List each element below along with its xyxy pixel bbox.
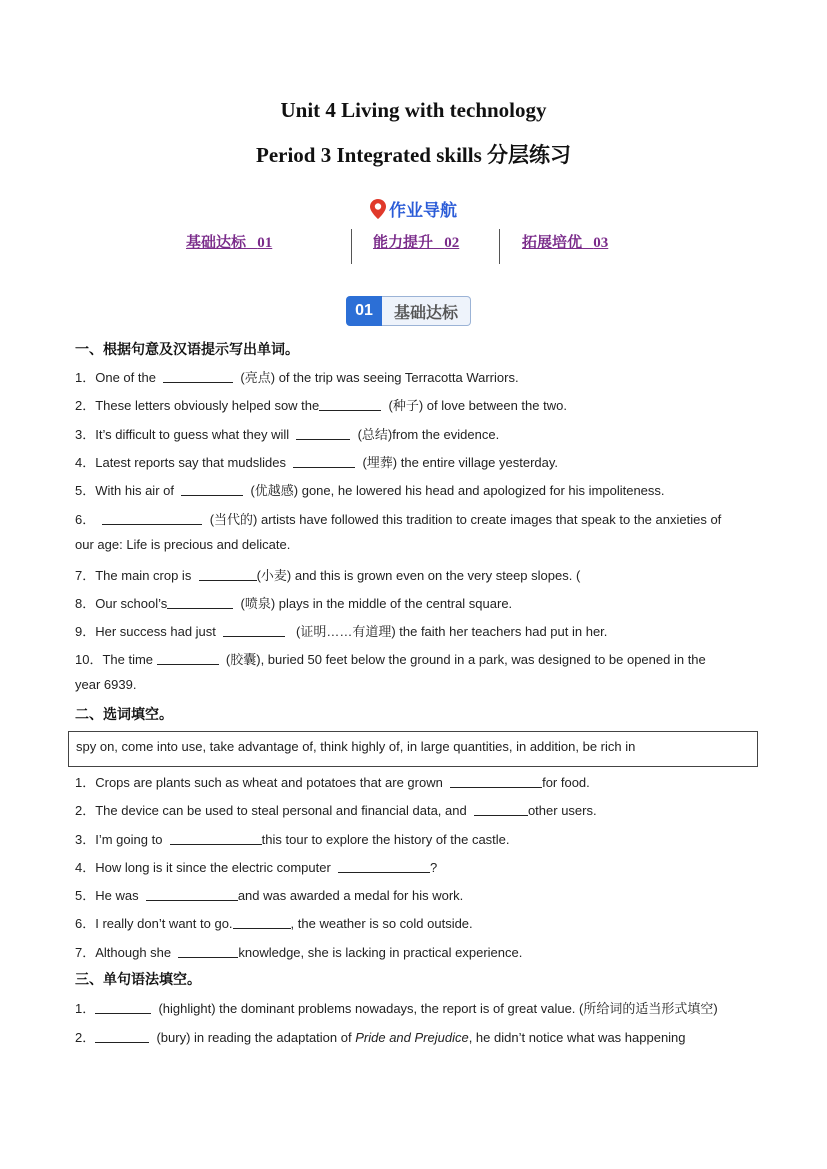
section-badge-number: 01 (346, 296, 382, 326)
answer-blank[interactable] (102, 512, 202, 525)
location-pin-icon (370, 199, 386, 224)
answer-blank[interactable] (450, 775, 542, 788)
section-badge (346, 296, 471, 326)
answer-blank[interactable] (170, 832, 262, 845)
answer-blank[interactable] (181, 483, 243, 496)
question-item: 4．Latest reports say that mudslides (埋葬) the entire village yesterday. (75, 455, 559, 470)
question-item: 1．One of the (亮点) of the trip was seeing Terracotta Warriors. (75, 370, 519, 385)
question-item: 3．I’m going to this tour to explore the history of the castle. (75, 832, 510, 847)
answer-blank[interactable] (163, 370, 233, 383)
question-item-continued: our age: Life is precious and delicate. (75, 537, 291, 552)
question-item: 7．The main crop is (小麦) and this is grown even on the very steep slopes. ( (75, 568, 581, 583)
question-item: 2． (bury) in reading the adaptation of Pride and Prejudice, he didn’t notice what was happening (75, 1030, 686, 1045)
nav-link-basic[interactable]: 基础达标 01 (186, 235, 273, 251)
answer-blank[interactable] (338, 860, 430, 873)
question-item: 10．The time (胶囊), buried 50 feet below the ground in a park, was designed to be opened in the (75, 652, 706, 667)
section-2-heading: 二、选词填空。 (75, 706, 173, 722)
answer-blank[interactable] (167, 596, 233, 609)
question-item: 7．Although she knowledge, she is lacking in practical experience. (75, 945, 523, 960)
answer-blank[interactable] (95, 1030, 149, 1043)
question-item: 2．The device can be used to steal personal and financial data, and other users. (75, 803, 597, 818)
answer-blank[interactable] (146, 888, 238, 901)
question-item: 5．He was and was awarded a medal for his work. (75, 888, 464, 903)
answer-blank[interactable] (474, 803, 528, 816)
word-bank-box: spy on, come into use, take advantage of, think highly of, in large quantities, in addition, be rich in (68, 731, 758, 767)
nav-divider (351, 229, 352, 264)
question-item-continued: year 6939. (75, 677, 137, 692)
question-item: 3．It’s difficult to guess what they will (总结)from the evidence. (75, 427, 500, 442)
question-item: 2．These letters obviously helped sow the (种子) of love between the two. (75, 398, 567, 413)
question-item: 6．I really don’t want to go. , the weather is so cold outside. (75, 916, 473, 931)
nav-divider (499, 229, 500, 264)
answer-blank[interactable] (296, 427, 350, 440)
answer-blank[interactable] (319, 398, 381, 411)
question-item: 8．Our school’s (喷泉) plays in the middle of the central square. (75, 596, 513, 611)
answer-blank[interactable] (293, 455, 355, 468)
question-item: 1． (highlight) the dominant problems nowadays, the report is of great value. (所给词的适当形式填空) (75, 1001, 718, 1016)
answer-blank[interactable] (233, 916, 291, 929)
homework-nav-label: 作业导航 (389, 201, 457, 220)
question-item: 1．Crops are plants such as wheat and potatoes that are grown for food. (75, 775, 590, 790)
answer-blank[interactable] (157, 652, 219, 665)
answer-blank[interactable] (199, 568, 257, 581)
homework-nav-heading (0, 196, 827, 224)
question-item: 5．With his air of (优越感) gone, he lowered his head and apologized for his impoliteness. (75, 483, 665, 498)
section-badge-label: 基础达标 (382, 296, 471, 326)
answer-blank[interactable] (95, 1001, 151, 1014)
question-item: 4．How long is it since the electric computer ? (75, 860, 438, 875)
nav-link-ability[interactable]: 能力提升 02 (373, 235, 460, 251)
section-3-heading: 三、单句语法填空。 (75, 971, 201, 987)
book-title: Pride and Prejudice (355, 1030, 469, 1045)
answer-blank[interactable] (223, 624, 285, 637)
nav-link-advanced[interactable]: 拓展培优 03 (522, 235, 609, 251)
question-item: 6． (当代的) artists have followed this tradition to create images that speak to the anxieties of (75, 512, 722, 527)
section-1-heading: 一、根据句意及汉语提示写出单词。 (75, 341, 299, 357)
question-item: 9．Her success had just (证明……有道理) the faith her teachers had put in her. (75, 624, 608, 639)
title-line-2: Period 3 Integrated skills 分层练习 (256, 143, 571, 167)
title-line-1: Unit 4 Living with technology (280, 98, 547, 122)
answer-blank[interactable] (178, 945, 238, 958)
